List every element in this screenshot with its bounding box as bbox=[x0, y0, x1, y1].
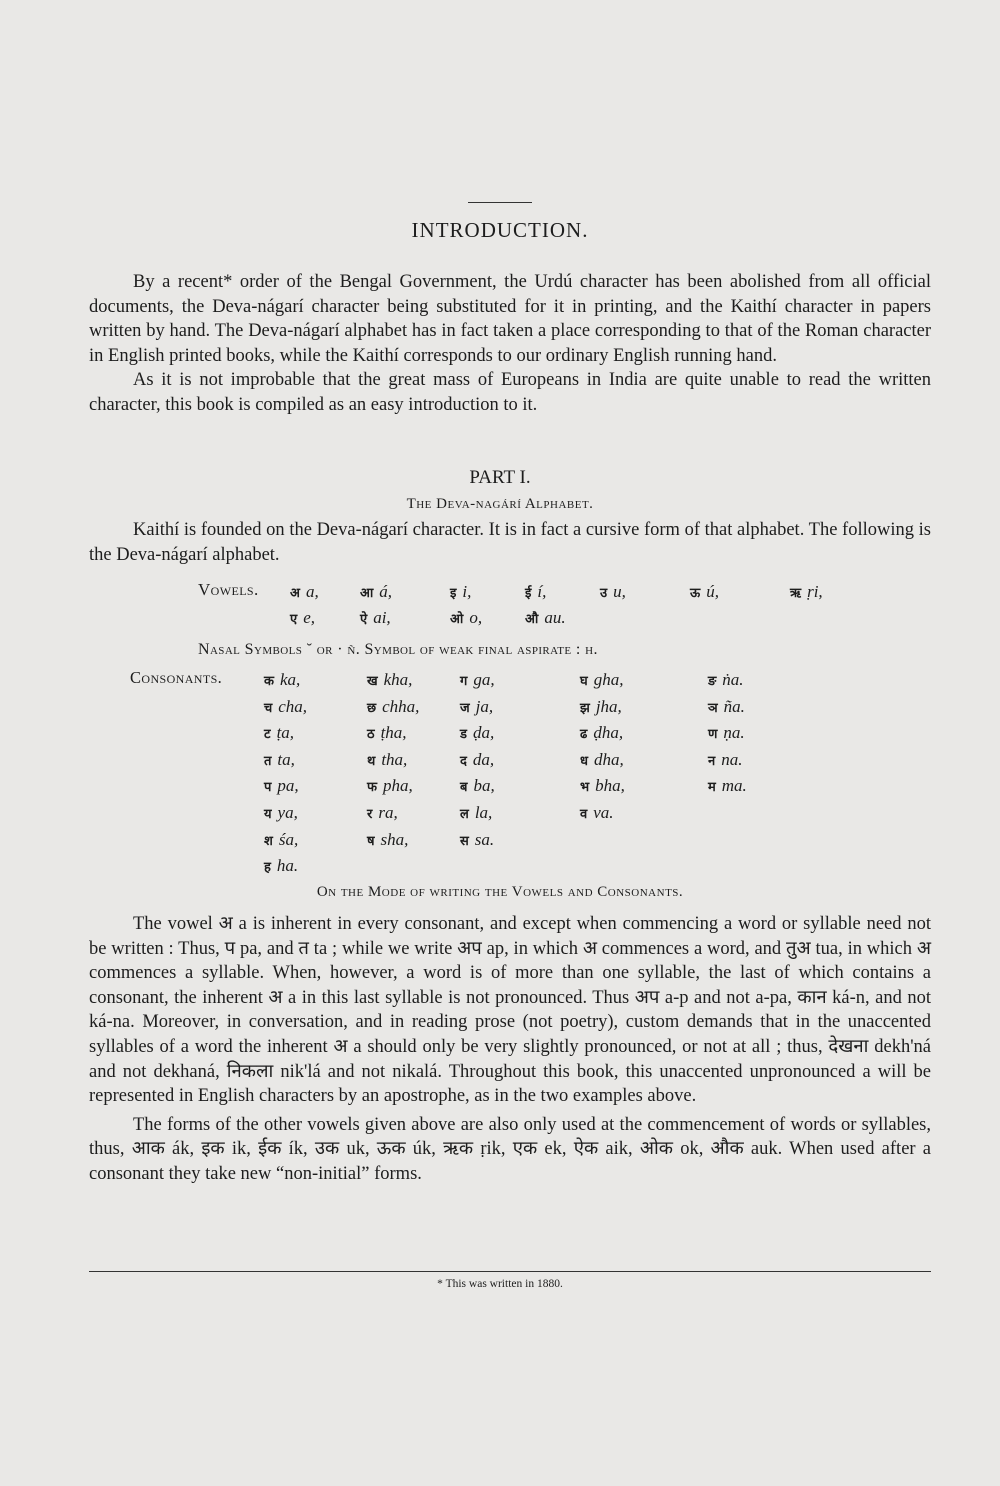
alphabet-cell bbox=[360, 582, 392, 602]
alphabet-cell bbox=[264, 830, 298, 850]
vowels-label: Vowels. bbox=[198, 580, 259, 599]
alphabet-cell bbox=[367, 670, 412, 690]
alphabet-cell bbox=[580, 697, 622, 717]
transliteration: ka, bbox=[279, 670, 301, 689]
nasal-line: Nasal Symbols ˘ or · ñ. Symbol of weak final aspirate : h. bbox=[198, 641, 598, 658]
devanagari-letter: ऊ bbox=[690, 586, 701, 601]
alphabet-cell bbox=[450, 608, 482, 628]
alphabet-cell bbox=[690, 582, 719, 602]
transliteration: ṛi, bbox=[807, 582, 823, 601]
alphabet-cell bbox=[580, 723, 623, 743]
consonants-label: Consonants. bbox=[130, 668, 223, 687]
alphabet-cell bbox=[367, 776, 413, 796]
transliteration: sha, bbox=[380, 829, 409, 849]
transliteration: ña. bbox=[723, 696, 745, 716]
alphabet-cell bbox=[460, 776, 495, 796]
alphabet-cell bbox=[264, 750, 295, 770]
alphabet-cell bbox=[367, 697, 419, 717]
alphabet-cell bbox=[580, 670, 623, 690]
alphabet-cell bbox=[580, 776, 625, 796]
transliteration: ai, bbox=[373, 608, 391, 627]
devanagari-letter: प bbox=[264, 780, 272, 796]
transliteration: ma. bbox=[721, 776, 747, 796]
devanagari-letter: ख bbox=[367, 674, 378, 689]
paragraph-2: As it is not improbable that the great mass of Europeans in India are quite unable to read the written character, this book is compiled as an easy introduction to it. bbox=[89, 370, 931, 415]
alphabet-cell bbox=[708, 723, 745, 743]
alphabet-cell bbox=[264, 670, 300, 690]
alphabet-cell bbox=[367, 803, 398, 823]
footnote-rule bbox=[89, 1271, 931, 1272]
transliteration: ḍha, bbox=[593, 723, 624, 743]
alphabet-cell bbox=[460, 803, 492, 823]
devanagari-letter: ग bbox=[460, 674, 468, 689]
transliteration: na. bbox=[721, 749, 743, 769]
devanagari-letter: य bbox=[264, 807, 272, 822]
alphabet-cell bbox=[525, 582, 546, 602]
devanagari-letter: छ bbox=[367, 700, 377, 716]
transliteration: bha, bbox=[595, 776, 625, 796]
transliteration: ṅa. bbox=[722, 670, 744, 689]
alphabet-cell bbox=[264, 776, 299, 796]
transliteration: kha, bbox=[383, 670, 413, 689]
alphabet-cell bbox=[367, 750, 407, 770]
devanagari-letter: ह bbox=[264, 860, 271, 876]
transliteration: dha, bbox=[594, 749, 624, 769]
part-heading: PART I. bbox=[469, 467, 531, 488]
devanagari-letter: क bbox=[264, 674, 274, 689]
alphabet-cell bbox=[450, 582, 471, 602]
devanagari-letter: ई bbox=[525, 586, 532, 601]
transliteration: jha, bbox=[595, 696, 622, 716]
transliteration: pa, bbox=[277, 776, 299, 796]
paragraph-3: Kaithí is founded on the Deva-nágarí character. It is in fact a cursive form of that alphabet. The following is the Deva-nágarí alphabet. bbox=[89, 520, 931, 565]
mode-heading: On the Mode of writing the Vowels and Consonants. bbox=[316, 884, 684, 900]
devanagari-letter: फ bbox=[367, 780, 378, 796]
transliteration: au. bbox=[544, 608, 566, 627]
alphabet-cell bbox=[264, 803, 298, 823]
alphabet-cell bbox=[460, 670, 495, 690]
devanagari-letter: र bbox=[367, 807, 373, 822]
transliteration: u, bbox=[613, 582, 626, 601]
transliteration: sa. bbox=[474, 829, 495, 849]
transliteration: ra, bbox=[378, 803, 398, 822]
alphabet-cell bbox=[525, 608, 566, 628]
transliteration: chha, bbox=[382, 696, 420, 716]
paragraph-5: The forms of the other vowels given above are also only used at the commencement of words or syllables, thus, आक ák, इक ik, ईक ík, उक uk, ऊक úk, ऋक ṛik, एक ek, ऐक aik, ओक ok, औक auk. When used after a consonant they take new “non-initial” forms. bbox=[89, 1114, 931, 1184]
transliteration: tha, bbox=[381, 749, 408, 769]
devanagari-letter: उ bbox=[600, 586, 608, 601]
alphabet-cell bbox=[360, 608, 391, 628]
devanagari-letter: ढ bbox=[580, 727, 588, 743]
transliteration: śa, bbox=[278, 829, 299, 849]
devanagari-letter: म bbox=[708, 780, 716, 796]
devanagari-letter: न bbox=[708, 753, 716, 769]
transliteration: va. bbox=[593, 803, 614, 822]
alphabet-cell bbox=[708, 750, 742, 770]
alphabet-cell bbox=[460, 750, 494, 770]
devanagari-letter: थ bbox=[367, 753, 376, 769]
alphabet-cell bbox=[264, 723, 294, 743]
transliteration: pha, bbox=[383, 776, 413, 796]
transliteration: ṭha, bbox=[380, 723, 407, 743]
devanagari-letter: ज bbox=[460, 700, 470, 716]
devanagari-letter: ड bbox=[460, 727, 467, 743]
transliteration: ú, bbox=[706, 582, 719, 601]
alphabet-cell bbox=[600, 582, 626, 602]
transliteration: e, bbox=[303, 608, 315, 627]
devanagari-letter: व bbox=[580, 807, 588, 822]
transliteration: cha, bbox=[278, 696, 308, 716]
alphabet-cell bbox=[264, 697, 307, 717]
devanagari-letter: स bbox=[460, 833, 469, 849]
alphabet-cell bbox=[367, 723, 407, 743]
alphabet-cell bbox=[460, 697, 493, 717]
transliteration: á, bbox=[379, 582, 393, 601]
alphabet-cell bbox=[580, 803, 614, 823]
transliteration: gha, bbox=[593, 670, 624, 689]
title-rule bbox=[468, 202, 532, 203]
devanagari-letter: ब bbox=[460, 780, 468, 796]
alphabet-cell bbox=[708, 670, 744, 690]
alphabet-cell bbox=[460, 723, 494, 743]
devanagari-letter: ष bbox=[367, 833, 375, 849]
transliteration: la, bbox=[474, 803, 493, 822]
transliteration: ḍa, bbox=[472, 723, 495, 743]
alphabet-cell bbox=[580, 750, 624, 770]
transliteration: ṭa, bbox=[276, 723, 295, 743]
devanagari-letter: द bbox=[460, 753, 467, 769]
transliteration: ga, bbox=[473, 670, 495, 689]
devanagari-letter: इ bbox=[450, 586, 457, 601]
transliteration: ṇa. bbox=[723, 723, 745, 743]
footnote: * This was written in 1880. bbox=[437, 1278, 563, 1290]
alphabet-cell bbox=[367, 830, 408, 850]
transliteration: ya, bbox=[277, 803, 298, 822]
devanagari-letter: ऋ bbox=[790, 586, 802, 601]
devanagari-letter: ङ bbox=[708, 674, 717, 689]
mode-body bbox=[89, 912, 931, 1187]
page-title: INTRODUCTION. bbox=[411, 218, 589, 242]
alphabet-cell bbox=[460, 830, 494, 850]
paragraph-1: By a recent* order of the Bengal Government, the Urdú character has been abolished from all official documents, the Deva-nágarí character being substituted for it in printing, and the Kaithí character in papers written by hand. The Deva-nágarí alphabet has in fact taken a place corresponding to that of the Roman character in English printed books, while the Kaithí corresponds to our ordinary English running hand. bbox=[89, 272, 931, 366]
devanagari-letter: घ bbox=[580, 674, 588, 689]
devanagari-letter: ट bbox=[264, 727, 271, 743]
devanagari-letter: च bbox=[264, 700, 273, 716]
alphabet-cell bbox=[708, 697, 745, 717]
devanagari-letter: त bbox=[264, 753, 272, 769]
alphabet-cell bbox=[708, 776, 747, 796]
transliteration: da, bbox=[472, 749, 495, 769]
transliteration: í, bbox=[537, 582, 547, 601]
transliteration: a, bbox=[305, 582, 319, 601]
intro-body bbox=[89, 270, 931, 418]
devanagari-letter: झ bbox=[580, 700, 590, 716]
devanagari-letter: भ bbox=[580, 780, 590, 796]
devanagari-letter: आ bbox=[360, 586, 374, 601]
alphabet-cell bbox=[290, 608, 315, 628]
devanagari-letter: ओ bbox=[450, 612, 464, 627]
devanagari-letter: श bbox=[264, 833, 273, 849]
devanagari-letter: ऐ bbox=[360, 612, 368, 627]
paragraph-3-block bbox=[89, 518, 931, 567]
devanagari-letter: ध bbox=[580, 753, 588, 769]
devanagari-letter: ल bbox=[460, 807, 469, 822]
devanagari-letter: ण bbox=[708, 727, 718, 743]
transliteration: ba, bbox=[473, 776, 495, 796]
alphabet-cell bbox=[290, 582, 319, 602]
alphabet-cell bbox=[790, 582, 823, 602]
transliteration: i, bbox=[462, 582, 472, 601]
devanagari-letter: ठ bbox=[367, 727, 375, 743]
devanagari-letter: औ bbox=[525, 612, 539, 627]
transliteration: o, bbox=[469, 608, 483, 627]
transliteration: ta, bbox=[277, 749, 295, 769]
devanagari-letter: अ bbox=[290, 586, 300, 601]
alphabet-cell bbox=[264, 856, 298, 876]
transliteration: ha. bbox=[276, 856, 299, 876]
paragraph-4: The vowel अ a is inherent in every consonant, and except when commencing a word or syllable need not be written : Thus, प pa, and त ta ; while we write अप ap, in which अ commences a word, and तुअ tua, in which अ commences a syllable. When, however, a word is of more than one syllable, the last of which contains a consonant, the inherent अ a in this last syllable is not pronounced. Thus अप a-p and not a-pa, कान ká-n, and not ká-na. Moreover, in conversation, and in reading prose (not poetry), custom demands that in the unaccented syllables of a word the inherent अ a should only be very slightly pronounced, or not at all ; thus, देखना dekh'ná and not dekhaná, निकला nik'lá and not nikalá. Throughout this book, this unaccented unpronounced a will be represented in English characters by an apostrophe, as in the two examples above. bbox=[89, 914, 931, 1107]
devanagari-letter: ञ bbox=[708, 700, 718, 716]
transliteration: ja, bbox=[475, 696, 494, 716]
devanagari-letter: ए bbox=[290, 612, 298, 627]
part-subheading: The Deva-nagárí Alphabet. bbox=[406, 496, 594, 512]
